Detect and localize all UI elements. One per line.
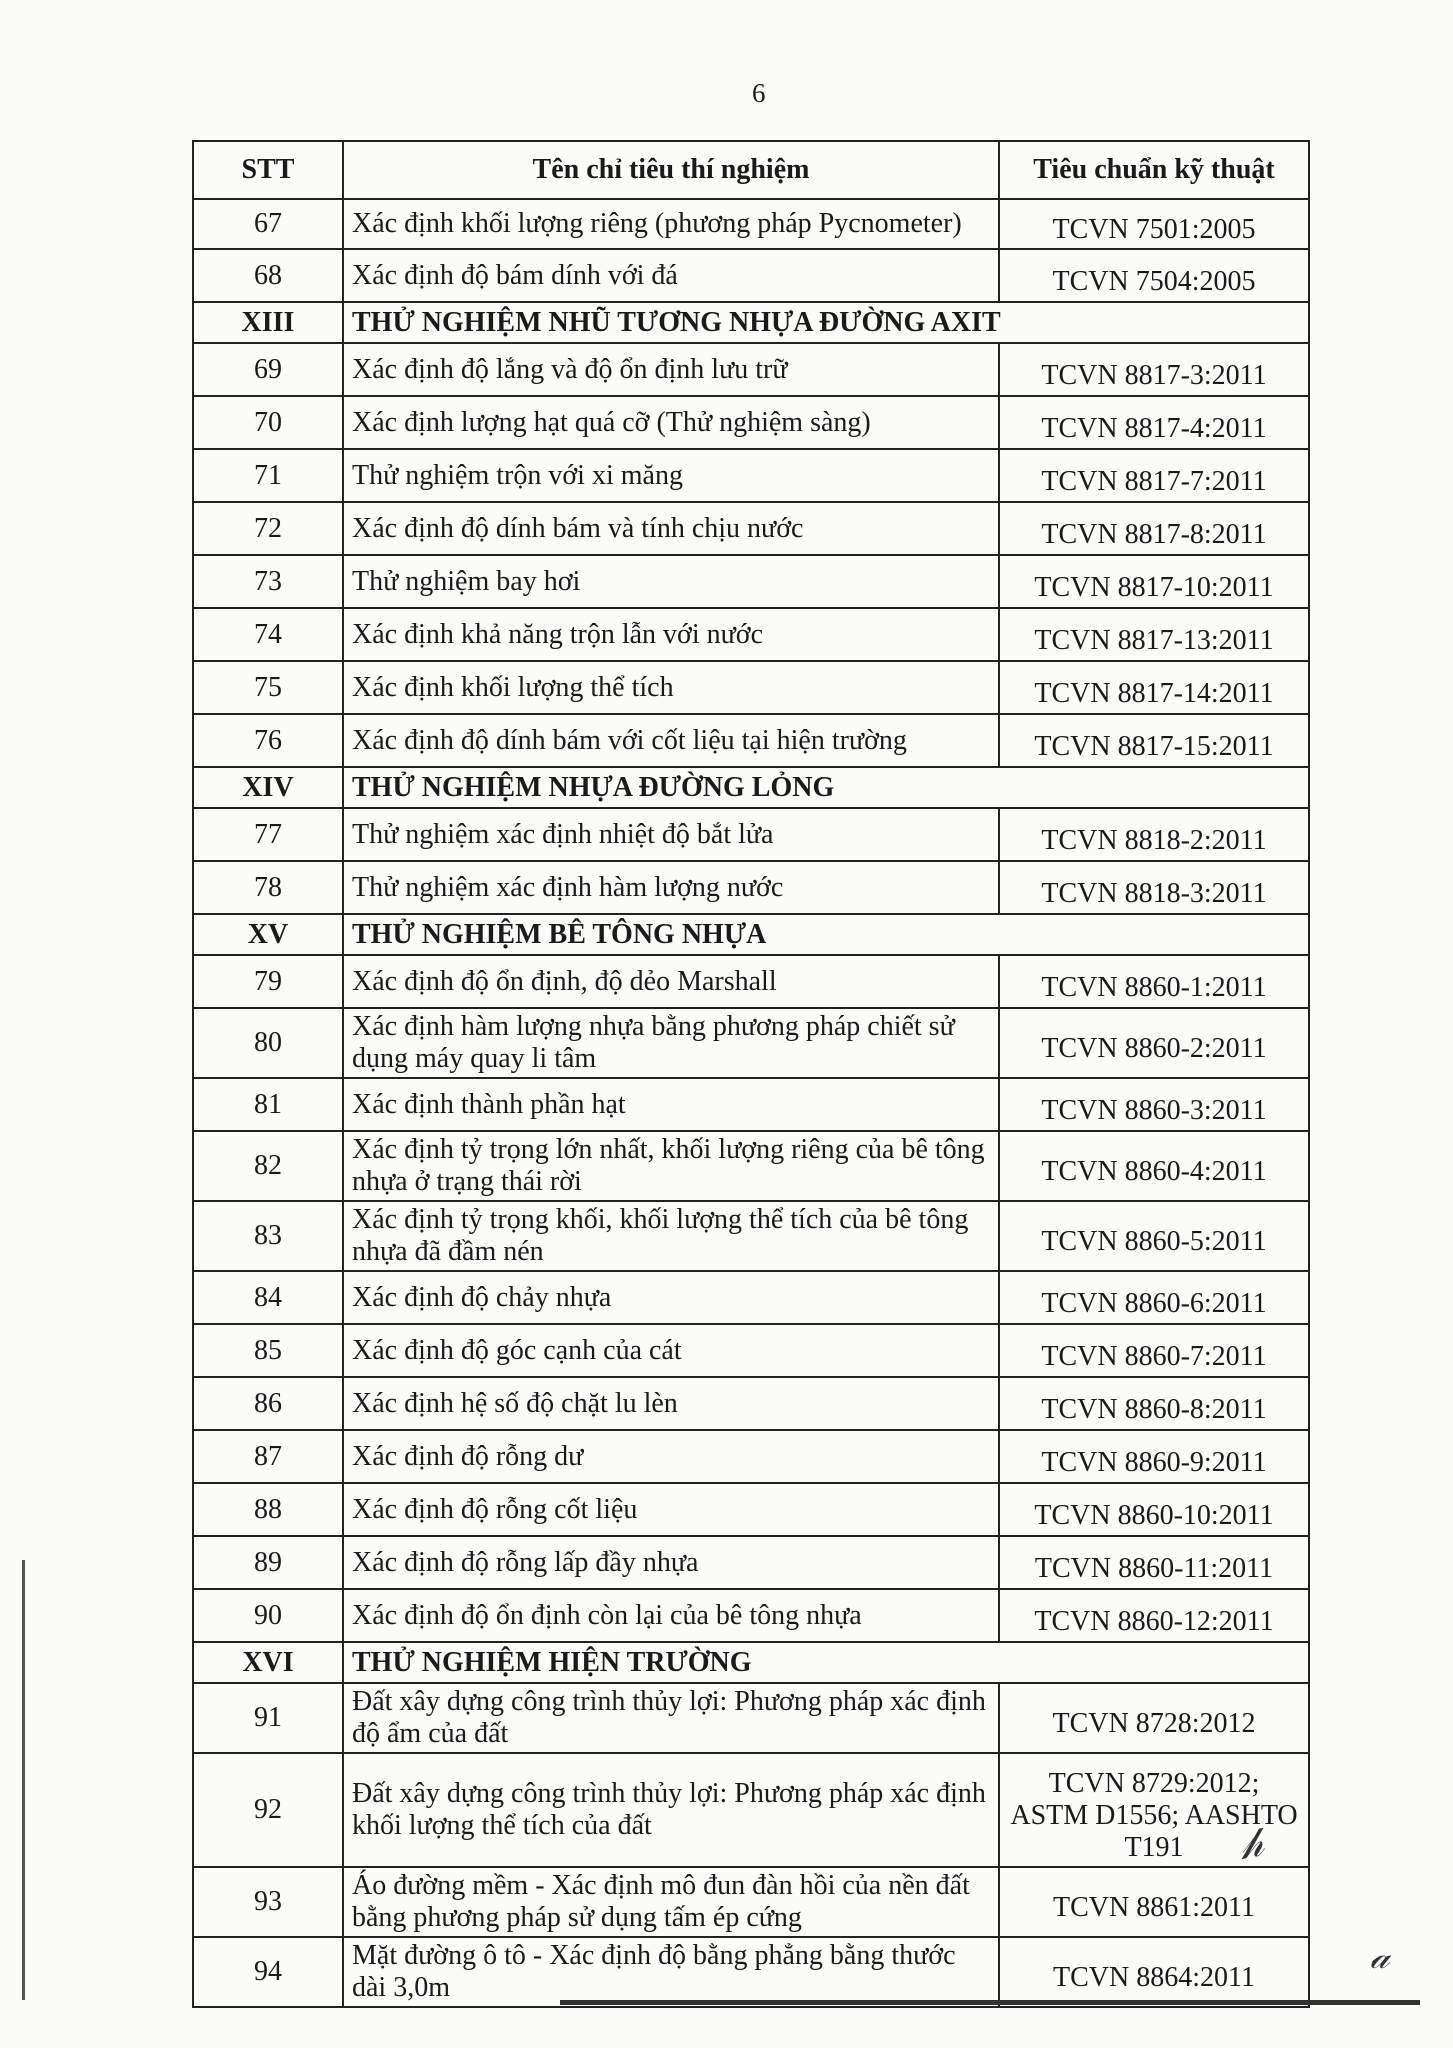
test-standards-table	[192, 140, 1310, 2008]
table-row	[193, 555, 1309, 608]
section-title: THỬ NGHIỆM NHỰA ĐƯỜNG LỎNG	[343, 767, 1309, 808]
row-standard: TCVN 8729:2012; ASTM D1556; AASHTO T191	[999, 1753, 1309, 1867]
section-title: THỬ NGHIỆM NHŨ TƯƠNG NHỰA ĐƯỜNG AXIT	[343, 302, 1309, 343]
row-stt: 93	[193, 1867, 343, 1937]
row-standard: TCVN 8818-3:2011	[999, 861, 1309, 914]
row-standard: TCVN 8817-7:2011	[999, 449, 1309, 502]
row-standard: TCVN 8860-12:2011	[999, 1589, 1309, 1642]
section-title: THỬ NGHIỆM HIỆN TRƯỜNG	[343, 1642, 1309, 1683]
row-standard: TCVN 8817-8:2011	[999, 502, 1309, 555]
section-title: THỬ NGHIỆM BÊ TÔNG NHỰA	[343, 914, 1309, 955]
row-test-name: Xác định tỷ trọng khối, khối lượng thể tích của bê tông nhựa đã đầm nén	[343, 1201, 999, 1271]
row-test-name: Đất xây dựng công trình thủy lợi: Phương pháp xác định độ ẩm của đất	[343, 1683, 999, 1753]
row-test-name: Thử nghiệm trộn với xi măng	[343, 449, 999, 502]
header-test-name: Tên chỉ tiêu thí nghiệm	[343, 141, 999, 199]
row-standard: TCVN 8817-3:2011	[999, 343, 1309, 396]
row-standard: TCVN 8817-4:2011	[999, 396, 1309, 449]
row-stt: 80	[193, 1008, 343, 1078]
row-stt: 79	[193, 955, 343, 1008]
table-row	[193, 449, 1309, 502]
scan-edge-line	[560, 2000, 1420, 2005]
table-header-row	[193, 141, 1309, 199]
row-standard: TCVN 8861:2011	[999, 1867, 1309, 1937]
row-stt: 83	[193, 1201, 343, 1271]
row-test-name: Xác định tỷ trọng lớn nhất, khối lượng riêng của bê tông nhựa ở trạng thái rời	[343, 1131, 999, 1201]
row-standard: TCVN 7504:2005	[999, 249, 1309, 302]
section-header-row	[193, 302, 1309, 343]
row-test-name: Thử nghiệm xác định hàm lượng nước	[343, 861, 999, 914]
row-test-name: Xác định độ rỗng cốt liệu	[343, 1483, 999, 1536]
row-test-name: Xác định độ góc cạnh của cát	[343, 1324, 999, 1377]
row-stt: 76	[193, 714, 343, 767]
table-row	[193, 1201, 1309, 1271]
row-test-name: Xác định độ rỗng dư	[343, 1430, 999, 1483]
row-standard: TCVN 8864:2011	[999, 1937, 1309, 2007]
table-row	[193, 714, 1309, 767]
row-standard: TCVN 8817-13:2011	[999, 608, 1309, 661]
row-standard: TCVN 7501:2005	[999, 199, 1309, 249]
row-stt: 84	[193, 1271, 343, 1324]
table-row	[193, 1131, 1309, 1201]
row-standard: TCVN 8817-14:2011	[999, 661, 1309, 714]
row-test-name: Đất xây dựng công trình thủy lợi: Phương pháp xác định khối lượng thể tích của đất	[343, 1753, 999, 1867]
row-stt: 68	[193, 249, 343, 302]
row-test-name: Xác định khả năng trộn lẫn với nước	[343, 608, 999, 661]
row-test-name: Xác định độ dính bám và tính chịu nước	[343, 502, 999, 555]
row-standard: TCVN 8860-9:2011	[999, 1430, 1309, 1483]
table-row	[193, 1078, 1309, 1131]
section-header-row	[193, 1642, 1309, 1683]
row-test-name: Mặt đường ô tô - Xác định độ bằng phẳng bằng thước dài 3,0m	[343, 1937, 999, 2007]
row-standard: TCVN 8860-7:2011	[999, 1324, 1309, 1377]
row-stt: 92	[193, 1753, 343, 1867]
row-standard: TCVN 8860-5:2011	[999, 1201, 1309, 1271]
section-number: XIII	[193, 302, 343, 343]
row-stt: 89	[193, 1536, 343, 1589]
row-standard: TCVN 8860-11:2011	[999, 1536, 1309, 1589]
row-stt: 88	[193, 1483, 343, 1536]
row-test-name: Thử nghiệm bay hơi	[343, 555, 999, 608]
row-standard: TCVN 8860-4:2011	[999, 1131, 1309, 1201]
row-test-name: Xác định hệ số độ chặt lu lèn	[343, 1377, 999, 1430]
row-test-name: Xác định độ dính bám với cốt liệu tại hiện trường	[343, 714, 999, 767]
scan-edge-line-left	[22, 1560, 25, 2000]
header-standard: Tiêu chuẩn kỹ thuật	[999, 141, 1309, 199]
row-test-name: Thử nghiệm xác định nhiệt độ bắt lửa	[343, 808, 999, 861]
row-stt: 71	[193, 449, 343, 502]
row-stt: 67	[193, 199, 343, 249]
row-standard: TCVN 8860-6:2011	[999, 1271, 1309, 1324]
row-test-name: Xác định khối lượng thể tích	[343, 661, 999, 714]
row-standard: TCVN 8860-10:2011	[999, 1483, 1309, 1536]
table-row	[193, 1753, 1309, 1867]
section-header-row	[193, 914, 1309, 955]
table-row	[193, 1937, 1309, 2007]
table-row	[193, 1008, 1309, 1078]
header-stt: STT	[193, 141, 343, 199]
table-body	[193, 199, 1309, 2007]
table-row	[193, 502, 1309, 555]
table-row	[193, 808, 1309, 861]
row-standard: TCVN 8728:2012	[999, 1683, 1309, 1753]
row-stt: 82	[193, 1131, 343, 1201]
row-standard: TCVN 8818-2:2011	[999, 808, 1309, 861]
table-row	[193, 861, 1309, 914]
table-row	[193, 661, 1309, 714]
row-test-name: Xác định thành phần hạt	[343, 1078, 999, 1131]
table-row	[193, 396, 1309, 449]
table-row	[193, 199, 1309, 249]
row-standard: TCVN 8817-10:2011	[999, 555, 1309, 608]
row-stt: 70	[193, 396, 343, 449]
row-stt: 87	[193, 1430, 343, 1483]
row-stt: 78	[193, 861, 343, 914]
row-test-name: Xác định độ bám dính với đá	[343, 249, 999, 302]
section-number: XIV	[193, 767, 343, 808]
row-stt: 81	[193, 1078, 343, 1131]
row-stt: 85	[193, 1324, 343, 1377]
table-row	[193, 343, 1309, 396]
table-row	[193, 1867, 1309, 1937]
row-standard: TCVN 8860-2:2011	[999, 1008, 1309, 1078]
table-row	[193, 249, 1309, 302]
row-stt: 69	[193, 343, 343, 396]
table-row	[193, 1324, 1309, 1377]
page-number: 6	[752, 78, 766, 108]
row-test-name: Xác định độ lắng và độ ổn định lưu trữ	[343, 343, 999, 396]
section-number: XVI	[193, 1642, 343, 1683]
row-standard: TCVN 8817-15:2011	[999, 714, 1309, 767]
row-stt: 77	[193, 808, 343, 861]
table-row	[193, 955, 1309, 1008]
row-stt: 90	[193, 1589, 343, 1642]
row-stt: 86	[193, 1377, 343, 1430]
row-stt: 94	[193, 1937, 343, 2007]
row-test-name: Xác định hàm lượng nhựa bằng phương pháp chiết sử dụng máy quay li tâm	[343, 1008, 999, 1078]
row-test-name: Xác định lượng hạt quá cỡ (Thử nghiệm sàng)	[343, 396, 999, 449]
row-test-name: Xác định độ ổn định còn lại của bê tông nhựa	[343, 1589, 999, 1642]
table-row	[193, 1536, 1309, 1589]
row-stt: 73	[193, 555, 343, 608]
row-test-name: Xác định độ rỗng lấp đầy nhựa	[343, 1536, 999, 1589]
row-test-name: Áo đường mềm - Xác định mô đun đàn hồi của nền đất bằng phương pháp sử dụng tấm ép cứng	[343, 1867, 999, 1937]
row-stt: 72	[193, 502, 343, 555]
initials-signature: 𝒽	[1236, 1819, 1267, 1868]
table-row	[193, 608, 1309, 661]
row-stt: 91	[193, 1683, 343, 1753]
table-row	[193, 1683, 1309, 1753]
row-test-name: Xác định độ chảy nhựa	[343, 1271, 999, 1324]
row-standard: TCVN 8860-1:2011	[999, 955, 1309, 1008]
table-row	[193, 1483, 1309, 1536]
table-row	[193, 1430, 1309, 1483]
row-standard: TCVN 8860-8:2011	[999, 1377, 1309, 1430]
row-standard: TCVN 8860-3:2011	[999, 1078, 1309, 1131]
row-test-name: Xác định độ ổn định, độ dẻo Marshall	[343, 955, 999, 1008]
section-number: XV	[193, 914, 343, 955]
table-row	[193, 1271, 1309, 1324]
section-header-row	[193, 767, 1309, 808]
table-row	[193, 1377, 1309, 1430]
row-stt: 74	[193, 608, 343, 661]
table-row	[193, 1589, 1309, 1642]
page-initial-mark: 𝒶	[1370, 1936, 1390, 1976]
row-stt: 75	[193, 661, 343, 714]
row-test-name: Xác định khối lượng riêng (phương pháp Pycnometer)	[343, 199, 999, 249]
